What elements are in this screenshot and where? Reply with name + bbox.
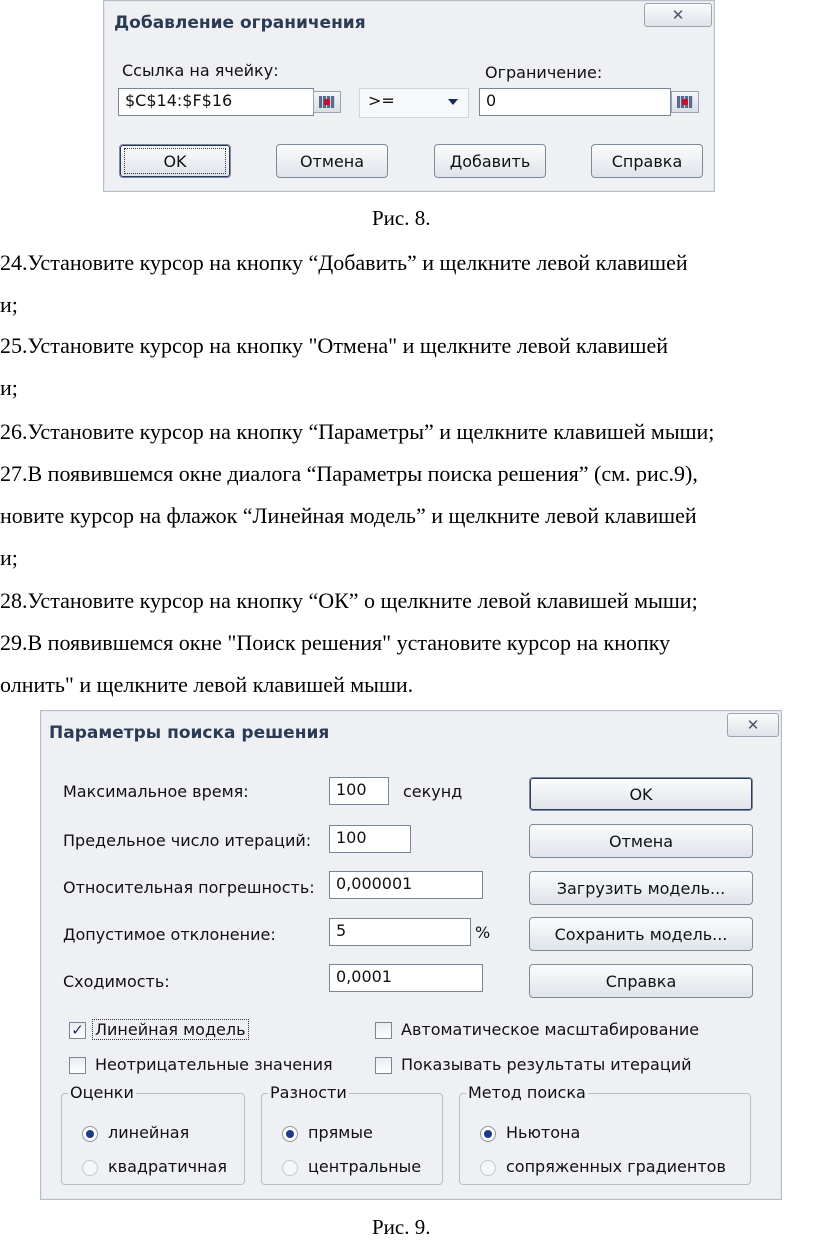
derivatives-forward-label[interactable]: прямые: [308, 1123, 373, 1142]
nonnegative-checkbox[interactable]: [69, 1057, 86, 1074]
search-newton-label[interactable]: Ньютона: [506, 1123, 581, 1142]
paragraph-line: 29.В появившемся окне "Поиск решения" установите курсор на кнопку: [0, 630, 671, 655]
ok-button[interactable]: OK: [119, 144, 231, 178]
help-button[interactable]: Справка: [591, 144, 703, 178]
range-select-icon: [319, 96, 335, 108]
estimates-group: [61, 1083, 245, 1185]
derivatives-group: [261, 1083, 443, 1185]
constraint-input[interactable]: 0: [479, 88, 671, 116]
dialog-title: Параметры поиска решения: [49, 723, 330, 743]
search-conjugate-radio[interactable]: [480, 1160, 496, 1176]
estimates-quadratic-label[interactable]: квадратичная: [108, 1157, 227, 1176]
load-model-button[interactable]: Загрузить модель...: [529, 871, 753, 905]
close-icon: ✕: [746, 716, 760, 734]
help-button[interactable]: Справка: [529, 964, 753, 998]
group-title: Оценки: [70, 1083, 134, 1102]
max-time-input[interactable]: 100: [329, 777, 389, 805]
autoscale-checkbox[interactable]: [375, 1022, 392, 1039]
nonnegative-label[interactable]: Неотрицательные значения: [95, 1055, 333, 1074]
paragraph-line: и;: [0, 292, 18, 317]
search-newton-radio[interactable]: [480, 1126, 496, 1142]
max-time-unit: секунд: [403, 782, 463, 801]
ok-button[interactable]: OK: [529, 777, 753, 811]
paragraph-line: 26.Установите курсор на кнопку “Параметры” и щелкните клавишей мыши;: [0, 419, 715, 444]
estimates-quadratic-radio[interactable]: [82, 1160, 98, 1176]
tolerance-input[interactable]: 5: [329, 918, 471, 946]
close-icon: ✕: [671, 6, 685, 24]
cancel-button[interactable]: Отмена: [529, 824, 753, 858]
close-button[interactable]: [644, 3, 712, 27]
show-iterations-label[interactable]: Показывать результаты итераций: [401, 1055, 692, 1074]
group-title: Разности: [270, 1083, 347, 1102]
group-title: Метод поиска: [468, 1083, 586, 1102]
operator-select[interactable]: [359, 88, 469, 118]
derivatives-central-radio[interactable]: [282, 1160, 298, 1176]
cancel-button[interactable]: Отмена: [276, 144, 388, 178]
paragraph-line: и;: [0, 375, 18, 400]
chevron-down-icon: [448, 99, 458, 105]
add-constraint-dialog: [103, 0, 715, 192]
cell-ref-label: Ссылка на ячейку:: [122, 61, 279, 80]
range-select-icon: [677, 96, 693, 108]
show-iterations-checkbox[interactable]: [375, 1057, 392, 1074]
search-conjugate-label[interactable]: сопряженных градиентов: [506, 1157, 726, 1176]
checkmark-icon: ✓: [71, 1021, 84, 1039]
tolerance-unit: %: [475, 923, 491, 942]
iterations-label: Предельное число итераций:: [63, 831, 312, 850]
derivatives-central-label[interactable]: центральные: [308, 1157, 422, 1176]
operator-value: >=: [368, 91, 395, 110]
paragraph-line: олнить" и щелкните левой клавишей мыши.: [0, 672, 414, 697]
estimates-linear-label[interactable]: линейная: [108, 1123, 190, 1142]
linear-model-checkbox[interactable]: [69, 1022, 86, 1039]
close-button[interactable]: [727, 713, 779, 737]
precision-label: Относительная погрешность:: [63, 878, 315, 897]
paragraph-line: 25.Установите курсор на кнопку "Отмена" и щелкните левой клавишей: [0, 333, 669, 358]
paragraph-line: 24.Установите курсор на кнопку “Добавить” и щелкните левой клавишей: [0, 250, 688, 275]
linear-model-label[interactable]: Линейная модель: [95, 1020, 246, 1039]
figure-caption-8: Рис. 8.: [372, 206, 431, 230]
constraint-collapse-button[interactable]: [671, 91, 699, 113]
save-model-button[interactable]: Сохранить модель...: [529, 917, 753, 951]
paragraph-line: и;: [0, 545, 18, 570]
solver-options-dialog: [40, 710, 782, 1200]
convergence-label: Сходимость:: [63, 972, 170, 991]
autoscale-label[interactable]: Автоматическое масштабирование: [401, 1020, 700, 1039]
add-button[interactable]: Добавить: [434, 144, 546, 178]
max-time-label: Максимальное время:: [63, 782, 249, 801]
estimates-linear-radio[interactable]: [82, 1126, 98, 1142]
paragraph-line: 28.Установите курсор на кнопку “ОК” о щелкните левой клавишей мыши;: [0, 588, 698, 613]
tolerance-label: Допустимое отклонение:: [63, 925, 276, 944]
figure-caption-9: Рис. 9.: [372, 1215, 431, 1239]
convergence-input[interactable]: 0,0001: [329, 964, 483, 992]
search-method-group: [459, 1083, 751, 1185]
iterations-input[interactable]: 100: [329, 825, 411, 853]
constraint-label: Ограничение:: [485, 63, 603, 82]
paragraph-line: 27.В появившемся окне диалога “Параметры поиска решения” (см. рис.9),: [0, 461, 698, 486]
dialog-title: Добавление ограничения: [114, 13, 366, 33]
derivatives-forward-radio[interactable]: [282, 1126, 298, 1142]
cell-ref-collapse-button[interactable]: [313, 91, 341, 113]
cell-ref-input[interactable]: $C$14:$F$16: [118, 88, 314, 116]
paragraph-line: новите курсор на флажок “Линейная модель” и щелкните левой клавишей: [0, 503, 697, 528]
precision-input[interactable]: 0,000001: [329, 871, 483, 899]
